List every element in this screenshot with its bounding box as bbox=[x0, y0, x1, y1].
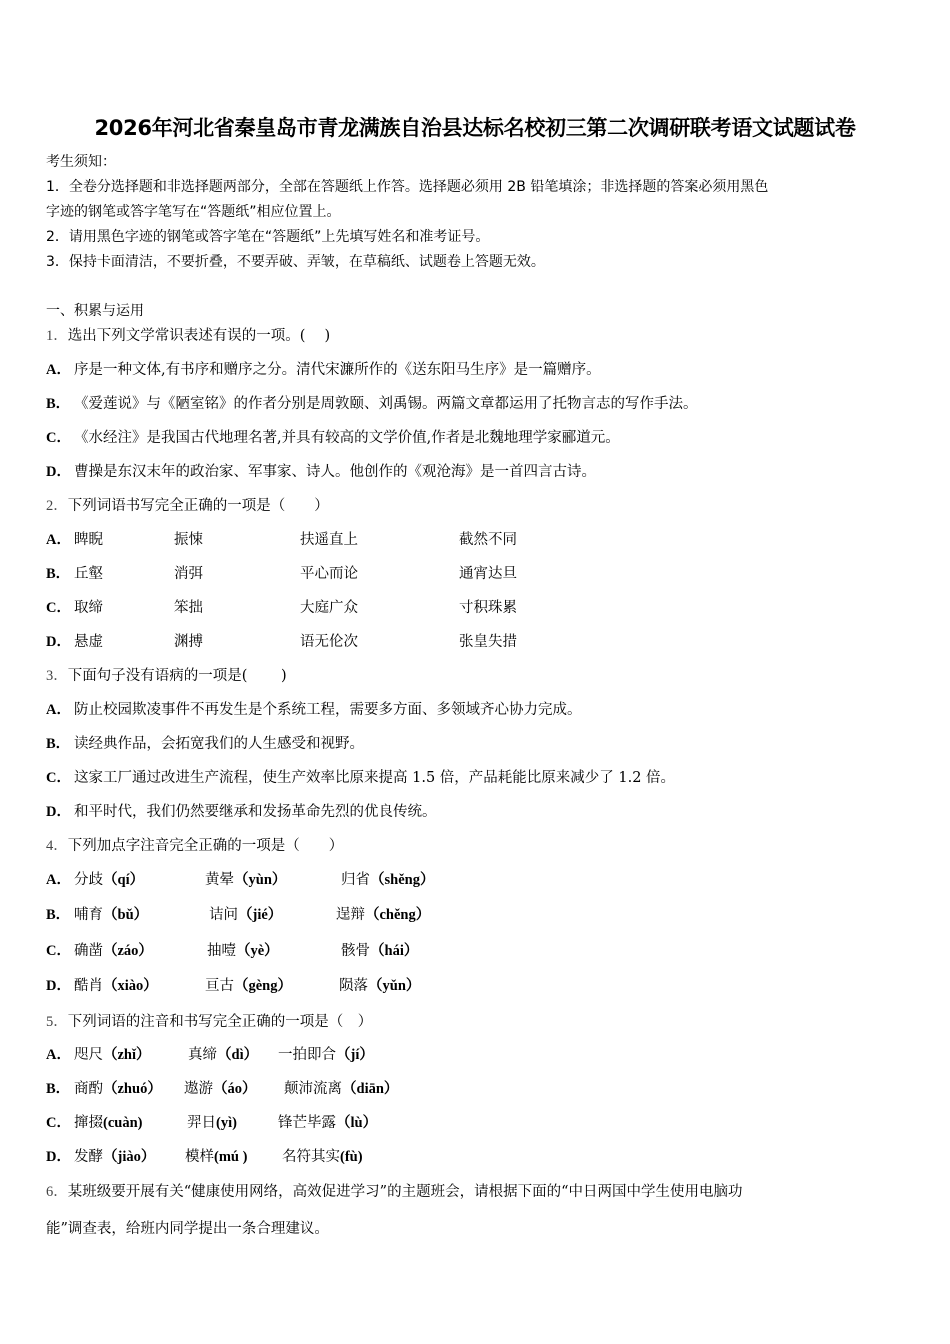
option-letter: A． bbox=[46, 362, 71, 378]
question-stem: 下面句子没有语病的一项是( ) bbox=[67, 668, 287, 684]
pinyin: （jiào） bbox=[103, 1149, 156, 1165]
option-letter: C． bbox=[46, 770, 71, 786]
option-d bbox=[46, 1147, 906, 1167]
option-text: 防止校园欺凌事件不再发生是个系统工程，需要多方面、多领域齐心协力完成。 bbox=[74, 702, 582, 718]
word: 模样 bbox=[185, 1149, 214, 1165]
option-b bbox=[46, 564, 906, 584]
option-d bbox=[46, 802, 437, 822]
word-cell: 扶遥直上 bbox=[300, 532, 358, 548]
word: 真缔 bbox=[188, 1047, 217, 1063]
word: 哺育 bbox=[74, 907, 103, 923]
question-number: 3． bbox=[46, 668, 68, 684]
option-c bbox=[46, 768, 675, 788]
pinyin: （jí） bbox=[336, 1047, 374, 1063]
question-stem: 选出下列文学常识表述有误的一项。( ) bbox=[67, 328, 331, 344]
word: 商酌 bbox=[74, 1081, 103, 1097]
question-stem: 某班级要开展有关“健康使用网络，高效促进学习”的主题班会，请根据下面的“中日两国中学生使用电脑功 bbox=[67, 1184, 743, 1200]
option-a bbox=[46, 1045, 906, 1065]
pinyin: （dì） bbox=[217, 1047, 259, 1063]
question-1-stem bbox=[46, 326, 330, 346]
option-c bbox=[46, 598, 906, 618]
question-stem: 下列词语的注音和书写完全正确的一项是（ ） bbox=[67, 1014, 373, 1030]
option-a bbox=[46, 530, 906, 550]
pinyin: （shěng） bbox=[370, 872, 435, 888]
option-b bbox=[46, 905, 906, 925]
option-a bbox=[46, 360, 601, 380]
word: 分歧 bbox=[74, 872, 103, 888]
word-cell: 振悚 bbox=[174, 532, 203, 548]
word: 归省 bbox=[341, 872, 370, 888]
option-c bbox=[46, 1113, 906, 1133]
pinyin: (fù) bbox=[340, 1149, 363, 1165]
word: 亘古 bbox=[205, 978, 234, 994]
option-text: 和平时代，我们仍然要继承和发扬革命先烈的优良传统。 bbox=[74, 804, 437, 820]
notice-item: 1．全卷分选择题和非选择题两部分，全部在答题纸上作答。选择题必须用 2B 铅笔填涂；非选择题的答案必须用黑色 bbox=[46, 179, 769, 195]
notice-heading: 考生须知： bbox=[46, 154, 116, 170]
pinyin: （áo） bbox=[213, 1081, 257, 1097]
pinyin: （yè） bbox=[236, 943, 279, 959]
word: 一拍即合 bbox=[278, 1047, 336, 1063]
word-cell: 渊搏 bbox=[174, 634, 203, 650]
option-letter: D． bbox=[46, 1149, 71, 1165]
option-a bbox=[46, 700, 582, 720]
notice-item: 字迹的钢笔或答字笔写在“答题纸”相应位置上。 bbox=[46, 204, 341, 220]
option-text: 《水经注》是我国古代地理名著,并具有较高的文学价值,作者是北魏地理学家郦道元。 bbox=[74, 430, 620, 446]
option-letter: B． bbox=[46, 736, 71, 752]
page-title: 2026年河北省秦皇岛市青龙满族自治县达标名校初三第二次调研联考语文试题试卷 bbox=[94, 116, 856, 140]
option-text: 《爱莲说》与《陋室铭》的作者分别是周敦颐、刘禹锡。两篇文章都运用了托物言志的写作手法。 bbox=[74, 396, 698, 412]
pinyin: （xiào） bbox=[103, 978, 158, 994]
option-letter: C． bbox=[46, 1115, 71, 1131]
pinyin: （lù） bbox=[336, 1115, 378, 1131]
word: 发酵 bbox=[74, 1149, 103, 1165]
pinyin: （zhuó） bbox=[103, 1081, 162, 1097]
word-cell: 笨拙 bbox=[174, 600, 203, 616]
word: 黄晕 bbox=[205, 872, 234, 888]
question-number: 6． bbox=[46, 1184, 68, 1200]
question-6-stem bbox=[46, 1182, 742, 1202]
word: 陨落 bbox=[339, 978, 368, 994]
option-c bbox=[46, 428, 620, 448]
option-letter: D． bbox=[46, 634, 71, 650]
pinyin: （bǔ） bbox=[103, 907, 149, 923]
word-cell: 悬虚 bbox=[74, 634, 103, 650]
option-letter: D． bbox=[46, 464, 71, 480]
question-2-stem bbox=[46, 496, 329, 516]
question-stem: 下列词语书写完全正确的一项是（ ） bbox=[67, 498, 329, 514]
question-6-stem-cont: 能”调查表，给班内同学提出一条合理建议。 bbox=[46, 1221, 329, 1237]
pinyin: （yǔn） bbox=[368, 978, 421, 994]
option-d bbox=[46, 462, 596, 482]
question-4-stem bbox=[46, 836, 343, 856]
option-letter: B． bbox=[46, 566, 71, 582]
option-letter: B． bbox=[46, 907, 71, 923]
option-letter: B． bbox=[46, 396, 71, 412]
option-letter: C． bbox=[46, 600, 71, 616]
pinyin: （gèng） bbox=[234, 978, 292, 994]
option-d bbox=[46, 976, 906, 996]
option-letter: A． bbox=[46, 532, 71, 548]
word-cell: 大庭广众 bbox=[300, 600, 358, 616]
word: 颠沛流离 bbox=[284, 1081, 342, 1097]
word-cell: 丘壑 bbox=[74, 566, 103, 582]
pinyin: (yì) bbox=[216, 1115, 237, 1131]
word: 抽噎 bbox=[207, 943, 236, 959]
pinyin: （jié） bbox=[238, 907, 283, 923]
option-letter: C． bbox=[46, 430, 71, 446]
word-cell: 消弭 bbox=[174, 566, 203, 582]
option-letter: A． bbox=[46, 872, 71, 888]
option-letter: D． bbox=[46, 978, 71, 994]
word: 诘问 bbox=[209, 907, 238, 923]
option-b bbox=[46, 394, 698, 414]
word-cell: 睥睨 bbox=[74, 532, 103, 548]
word-cell: 通宵达旦 bbox=[459, 566, 517, 582]
word: 锋芒毕露 bbox=[278, 1115, 336, 1131]
pinyin: （qí） bbox=[103, 872, 145, 888]
pinyin: (cuàn) bbox=[103, 1115, 143, 1131]
option-letter: A． bbox=[46, 702, 71, 718]
word-cell: 张皇失措 bbox=[459, 634, 517, 650]
section-heading: 一、积累与运用 bbox=[46, 303, 144, 319]
word: 确凿 bbox=[74, 943, 103, 959]
option-b bbox=[46, 1079, 906, 1099]
question-5-stem bbox=[46, 1012, 372, 1032]
word: 遨游 bbox=[184, 1081, 213, 1097]
question-3-stem bbox=[46, 666, 287, 686]
question-number: 2． bbox=[46, 498, 68, 514]
word: 撺掇 bbox=[74, 1115, 103, 1131]
pinyin: （záo） bbox=[103, 943, 153, 959]
pinyin: （yùn） bbox=[234, 872, 287, 888]
word: 名符其实 bbox=[282, 1149, 340, 1165]
word-cell: 语无伦次 bbox=[300, 634, 358, 650]
word-cell: 寸积珠累 bbox=[459, 600, 517, 616]
option-text: 曹操是东汉末年的政治家、军事家、诗人。他创作的《观沧海》是一首四言古诗。 bbox=[74, 464, 596, 480]
option-b bbox=[46, 734, 364, 754]
pinyin: （diān） bbox=[342, 1081, 399, 1097]
pinyin: （zhǐ） bbox=[103, 1047, 151, 1063]
option-c bbox=[46, 941, 906, 961]
word: 羿日 bbox=[187, 1115, 216, 1131]
option-letter: D． bbox=[46, 804, 71, 820]
option-d bbox=[46, 632, 906, 652]
word-cell: 截然不同 bbox=[459, 532, 517, 548]
question-stem: 下列加点字注音完全正确的一项是（ ） bbox=[67, 838, 344, 854]
option-text: 序是一种文体,有书序和赠序之分。清代宋濂所作的《送东阳马生序》是一篇赠序。 bbox=[74, 362, 601, 378]
pinyin: （chěng） bbox=[365, 907, 431, 923]
notice-item: 2．请用黑色字迹的钢笔或答字笔在“答题纸”上先填写姓名和准考证号。 bbox=[46, 229, 490, 245]
pinyin: (mú ) bbox=[214, 1149, 248, 1165]
word: 咫尺 bbox=[74, 1047, 103, 1063]
word: 骸骨 bbox=[341, 943, 370, 959]
word-cell: 取缔 bbox=[74, 600, 103, 616]
word-cell: 平心而论 bbox=[300, 566, 358, 582]
option-letter: C． bbox=[46, 943, 71, 959]
option-text: 读经典作品，会拓宽我们的人生感受和视野。 bbox=[74, 736, 364, 752]
option-letter: A． bbox=[46, 1047, 71, 1063]
word: 酷肖 bbox=[74, 978, 103, 994]
option-text: 这家工厂通过改进生产流程，使生产效率比原来提高 1.5 倍，产品耗能比原来减少了 1.2 倍。 bbox=[74, 770, 676, 786]
option-letter: B． bbox=[46, 1081, 71, 1097]
question-number: 5． bbox=[46, 1014, 68, 1030]
pinyin: （hái） bbox=[370, 943, 419, 959]
question-number: 4． bbox=[46, 838, 68, 854]
option-a bbox=[46, 870, 906, 890]
notice-item: 3．保持卡面清洁，不要折叠，不要弄破、弄皱，在草稿纸、试题卷上答题无效。 bbox=[46, 254, 545, 270]
question-number: 1． bbox=[46, 328, 68, 344]
word: 逞辩 bbox=[336, 907, 365, 923]
